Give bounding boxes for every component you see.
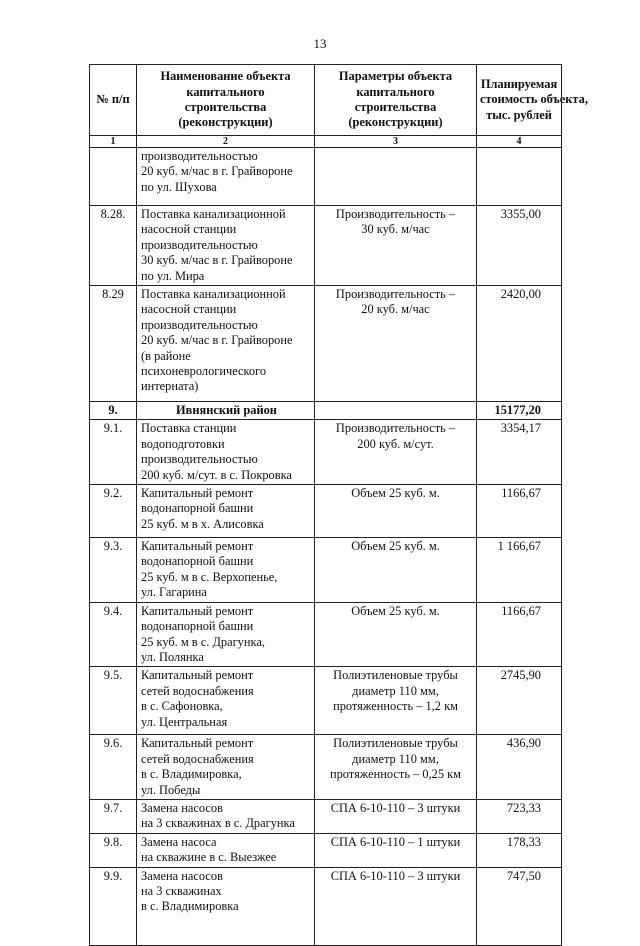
object-params-line: Полиэтиленовые трубы — [333, 668, 458, 683]
object-name — [137, 485, 315, 538]
object-name-line: сетей водоснабжения — [141, 751, 254, 766]
object-name-line: ул. Центральная — [141, 714, 228, 729]
row-number: 9.1. — [90, 420, 137, 485]
header-params-line: капитального — [356, 84, 435, 99]
object-params — [315, 867, 477, 945]
object-params-line: СПА 6-10-110 – 1 штуки — [330, 834, 461, 849]
object-params-line: Объем 25 куб. м. — [351, 539, 440, 554]
column-number: 3 — [315, 136, 477, 148]
object-name-line: водонапорной башни — [141, 554, 254, 569]
object-name-line: насосной станции — [141, 302, 237, 317]
section-row — [90, 402, 562, 420]
object-params — [315, 402, 477, 420]
object-name — [137, 286, 315, 402]
header-name-line: (реконструкции) — [178, 115, 273, 130]
planned-cost: 723,33 — [477, 799, 562, 833]
object-name-line: Поставка канализационной — [141, 207, 286, 221]
table-row — [90, 485, 562, 538]
object-name-line: интерната) — [141, 379, 199, 394]
object-name-line: Капитальный ремонт — [141, 668, 254, 683]
object-name-line: психоневрологического — [141, 364, 267, 379]
object-params-line: 20 куб. м/час — [361, 302, 430, 317]
object-name-line: в с. Сафоновка, — [141, 699, 223, 714]
object-params — [315, 485, 477, 538]
object-params — [315, 602, 477, 667]
planned-cost: 1166,67 — [477, 485, 562, 538]
row-number: 9.8. — [90, 833, 137, 867]
planned-cost: 1 166,67 — [477, 538, 562, 603]
object-name — [137, 206, 315, 286]
object-name-line: Поставка станции — [141, 421, 237, 436]
header-params — [315, 65, 477, 136]
planned-cost: 2745,90 — [477, 667, 562, 735]
row-number: 9.4. — [90, 602, 137, 667]
object-params-line: Объем 25 куб. м. — [351, 486, 440, 501]
header-row — [90, 65, 562, 136]
object-params — [315, 538, 477, 603]
column-number: 2 — [137, 136, 315, 148]
object-params-line: Производительность – — [335, 421, 456, 436]
planned-cost: 1166,67 — [477, 602, 562, 667]
object-name-line: производительностью — [141, 237, 258, 252]
planned-cost: 178,33 — [477, 833, 562, 867]
header-params-line: (реконструкции) — [348, 115, 443, 130]
row-number: 9.5. — [90, 667, 137, 735]
row-number — [90, 148, 137, 206]
object-params — [315, 286, 477, 402]
object-name-line: 25 куб. м в х. Алисовка — [141, 516, 264, 531]
object-params-line: диаметр 110 мм, — [352, 683, 439, 698]
column-number: 4 — [477, 136, 562, 148]
object-name — [137, 402, 315, 420]
object-name-line: производительностью — [141, 452, 258, 467]
object-name-line: ул. Победы — [141, 782, 201, 797]
object-name-line: Ивнянский район — [176, 403, 277, 418]
object-name — [137, 420, 315, 485]
object-name-line: 20 куб. м/час в г. Грайвороне — [141, 164, 293, 179]
header-num: № п/п — [90, 65, 137, 136]
object-name-line: Поставка канализационной — [141, 287, 286, 302]
table-row — [90, 538, 562, 603]
object-name-line: 200 куб. м/сут. в с. Покровка — [141, 467, 292, 482]
object-params-line: 30 куб. м/час — [361, 222, 430, 237]
object-params-line: протяженность – 0,25 км — [329, 767, 462, 782]
planned-cost: 3355,00 — [477, 206, 562, 286]
table-row — [90, 148, 562, 206]
planned-cost: 2420,00 — [477, 286, 562, 402]
column-number-row — [90, 136, 562, 148]
object-name — [137, 148, 315, 206]
object-name — [137, 799, 315, 833]
object-params — [315, 148, 477, 206]
object-name-line: 20 куб. м/час в г. Грайвороне — [141, 333, 293, 348]
row-number: 8.29 — [90, 286, 137, 402]
object-name-line: 30 куб. м/час в г. Грайвороне — [141, 253, 293, 268]
object-name — [137, 867, 315, 945]
object-params — [315, 799, 477, 833]
header-cost-line: Планируемая — [480, 76, 558, 91]
object-name-line: производительностью — [141, 317, 258, 332]
row-number: 9.7. — [90, 799, 137, 833]
table-row — [90, 286, 562, 402]
object-name — [137, 538, 315, 603]
object-name — [137, 833, 315, 867]
planned-cost: 747,50 — [477, 867, 562, 945]
object-name-line: в с. Владимировка — [141, 899, 239, 914]
object-params — [315, 667, 477, 735]
table-row — [90, 206, 562, 286]
object-params — [315, 420, 477, 485]
header-cost — [477, 65, 588, 136]
object-name-line: в с. Владимировка, — [141, 767, 242, 782]
table-row — [90, 667, 562, 735]
object-name-line: ул. Гагарина — [141, 585, 207, 600]
object-params-line: диаметр 110 мм, — [352, 751, 439, 766]
object-params-line: СПА 6-10-110 – 3 штуки — [330, 868, 461, 883]
table-row — [90, 420, 562, 485]
object-params — [315, 206, 477, 286]
object-name-line: на 3 скважинах — [141, 883, 222, 898]
object-name-line: водоподготовки — [141, 436, 225, 451]
column-number: 1 — [90, 136, 137, 148]
planned-cost: 436,90 — [477, 735, 562, 800]
object-params-line: Производительность – — [335, 207, 456, 221]
object-name-line: Замена насоса — [141, 834, 217, 849]
header-name-line: капитального — [186, 84, 265, 99]
planned-cost — [477, 148, 562, 206]
row-number: 9.9. — [90, 867, 137, 945]
table-row — [90, 602, 562, 667]
header-params-line: Параметры объекта — [338, 69, 453, 84]
planned-cost: 15177,20 — [477, 402, 562, 420]
object-name-line: Капитальный ремонт — [141, 486, 254, 501]
table-row — [90, 799, 562, 833]
object-name-line: по ул. Мира — [141, 268, 205, 283]
object-name — [137, 667, 315, 735]
object-name-line: производительностью — [141, 149, 258, 163]
header-name-line: строительства — [184, 100, 267, 114]
object-name-line: водонапорной башни — [141, 619, 254, 634]
object-name-line: Капитальный ремонт — [141, 539, 254, 554]
object-params-line: СПА 6-10-110 – 3 штуки — [330, 800, 461, 815]
object-name — [137, 602, 315, 667]
object-name-line: сетей водоснабжения — [141, 683, 254, 698]
object-name-line: водонапорной башни — [141, 501, 254, 516]
row-number: 9. — [90, 402, 137, 420]
object-params-line: протяженность – 1,2 км — [333, 699, 458, 714]
object-name-line: (в районе — [141, 348, 191, 363]
header-cost-line: стоимость объекта, — [480, 92, 588, 107]
row-number: 8.28. — [90, 206, 137, 286]
object-name-line: 25 куб. м в с. Драгунка, — [141, 634, 265, 649]
object-params-line: 200 куб. м/сут. — [357, 436, 434, 451]
object-params — [315, 735, 477, 800]
object-name-line: 25 куб. м в с. Верхопенье, — [141, 569, 278, 584]
table-row — [90, 833, 562, 867]
object-name-line: Капитальный ремонт — [141, 603, 254, 618]
object-name-line: Замена насосов — [141, 800, 223, 815]
object-name-line: Замена насосов — [141, 868, 223, 883]
header-params-line: строительства — [354, 100, 437, 114]
object-name-line: Капитальный ремонт — [141, 736, 254, 751]
object-params — [315, 833, 477, 867]
planned-cost: 3354,17 — [477, 420, 562, 485]
capital-objects-table — [89, 64, 588, 946]
object-params-line: Производительность – — [335, 287, 456, 302]
page-number: 13 — [313, 36, 327, 51]
object-params-line: Объем 25 куб. м. — [351, 603, 440, 618]
object-name-line: на 3 скважинах в с. Драгунка — [141, 816, 295, 831]
object-name-line: ул. Полянка — [141, 649, 204, 664]
object-name-line: по ул. Шухова — [141, 179, 217, 194]
object-name — [137, 735, 315, 800]
header-name — [137, 65, 315, 136]
table-row — [90, 867, 562, 945]
header-name-line: Наименование объекта — [160, 69, 291, 84]
table-row — [90, 735, 562, 800]
object-params-line: Полиэтиленовые трубы — [333, 736, 458, 751]
row-number: 9.2. — [90, 485, 137, 538]
object-name-line: насосной станции — [141, 222, 237, 237]
object-name-line: на скважине в с. Выезжее — [141, 850, 277, 865]
header-cost-line: тыс. рублей — [486, 107, 552, 122]
row-number: 9.3. — [90, 538, 137, 603]
row-number: 9.6. — [90, 735, 137, 800]
